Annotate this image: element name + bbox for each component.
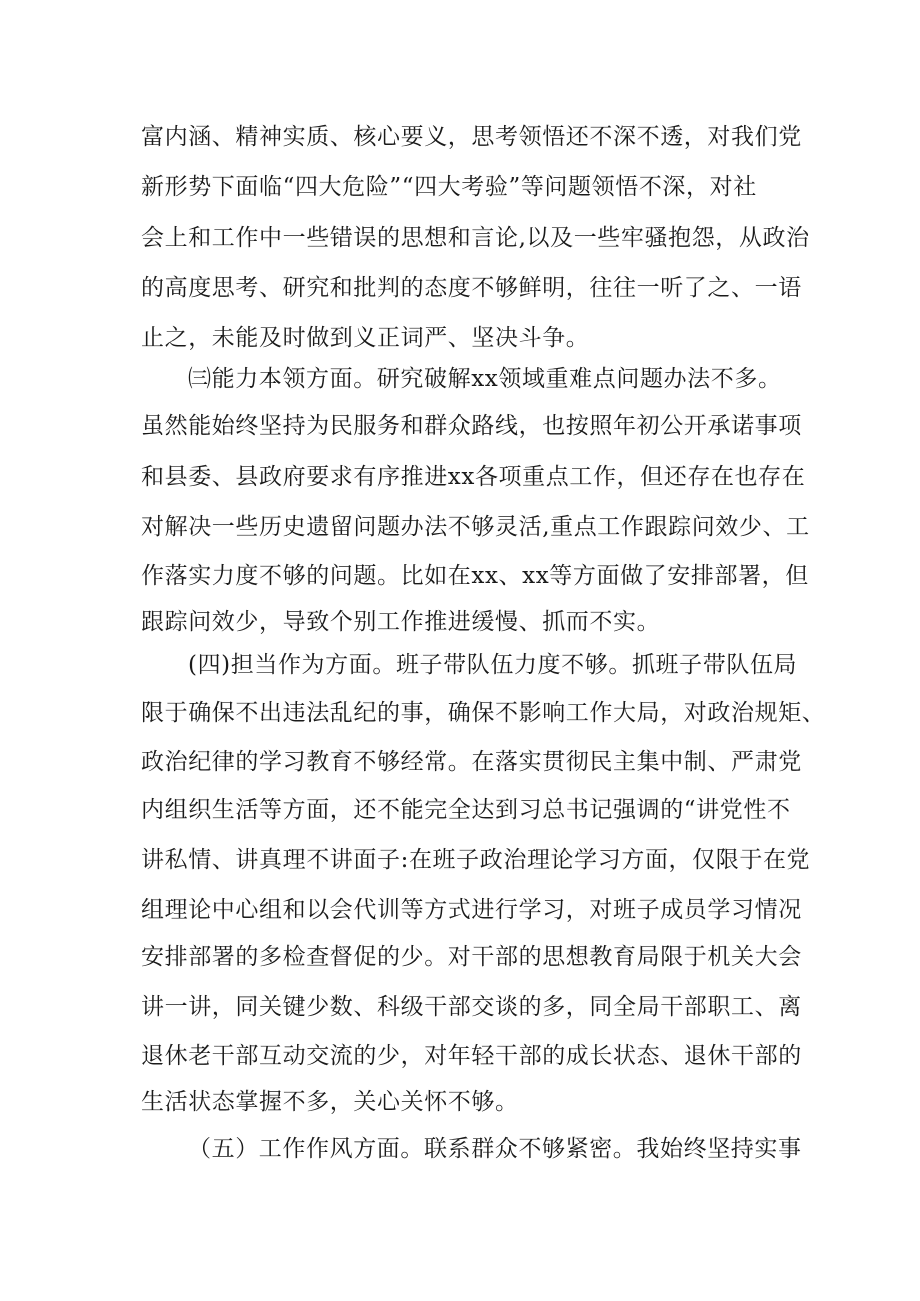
text-line: 富内涵、精神实质、核心要义，思考领悟还不深不透，对我们党: [141, 124, 802, 150]
text-line: 虽然能始终坚持为民服务和群众路线，也按照年初公开承诺事项: [141, 413, 802, 439]
text-line: 会上和工作中一些错误的思想和言论,以及一些牢骚抱怨，从政治: [141, 225, 810, 251]
text-line: 对解决一些历史遗留问题办法不够灵活,重点工作跟踪问效少、工: [141, 514, 810, 540]
text-line: 作落实力度不够的问题。比如在xx、xx等方面做了安排部署，但: [141, 563, 809, 589]
text-line: 新形势下面临“四大危险”“四大考验”等问题领悟不深，对社: [141, 174, 757, 200]
text-line: 讲私情、讲真理不讲面子:在班子政治理论学习方面，仅限于在党: [141, 847, 811, 873]
section-heading-5: （五）工作作风方面。联系群众不够紧密。我始终坚持实事: [188, 1136, 802, 1162]
text-line: 的高度思考、研究和批判的态度不够鲜明，往往一听了之、一语: [141, 275, 802, 301]
text-line: 限于确保不出违法乱纪的事，确保不影响工作大局，对政治规矩、: [141, 700, 826, 726]
text-line: 生活状态掌握不多，关心关怀不够。: [141, 1089, 519, 1115]
text-line: 退休老干部互动交流的少，对年轻干部的成长状态、退休干部的: [141, 1043, 802, 1069]
text-line: 组理论中心组和以会代训等方式进行学习，对班子成员学习情况: [141, 897, 802, 923]
text-line: 安排部署的多检查督促的少。对干部的思想教育局限于机关大会: [141, 944, 802, 970]
text-line: 跟踪问效少，导致个别工作推进缓慢、抓而不实。: [141, 609, 661, 635]
section-heading-4: (四)担当作为方面。班子带队伍力度不够。抓班子带队伍局: [188, 652, 798, 678]
text-line: 止之，未能及时做到义正词严、坚决斗争。: [141, 325, 590, 351]
text-line: 内组织生活等方面，还不能完全达到习总书记强调的“讲党性不: [141, 797, 791, 823]
text-line: 和县委、县政府要求有序推进xx各项重点工作，但还存在也存在: [141, 464, 806, 490]
section-heading-3: ㈢能力本领方面。研究破解xx领域重难点问题办法不多。: [188, 366, 782, 392]
text-line: 讲一讲，同关键少数、科级干部交谈的多，同全局干部职工、离: [141, 994, 802, 1020]
text-line: 政治纪律的学习教育不够经常。在落实贯彻民主集中制、严肃党: [141, 749, 802, 775]
